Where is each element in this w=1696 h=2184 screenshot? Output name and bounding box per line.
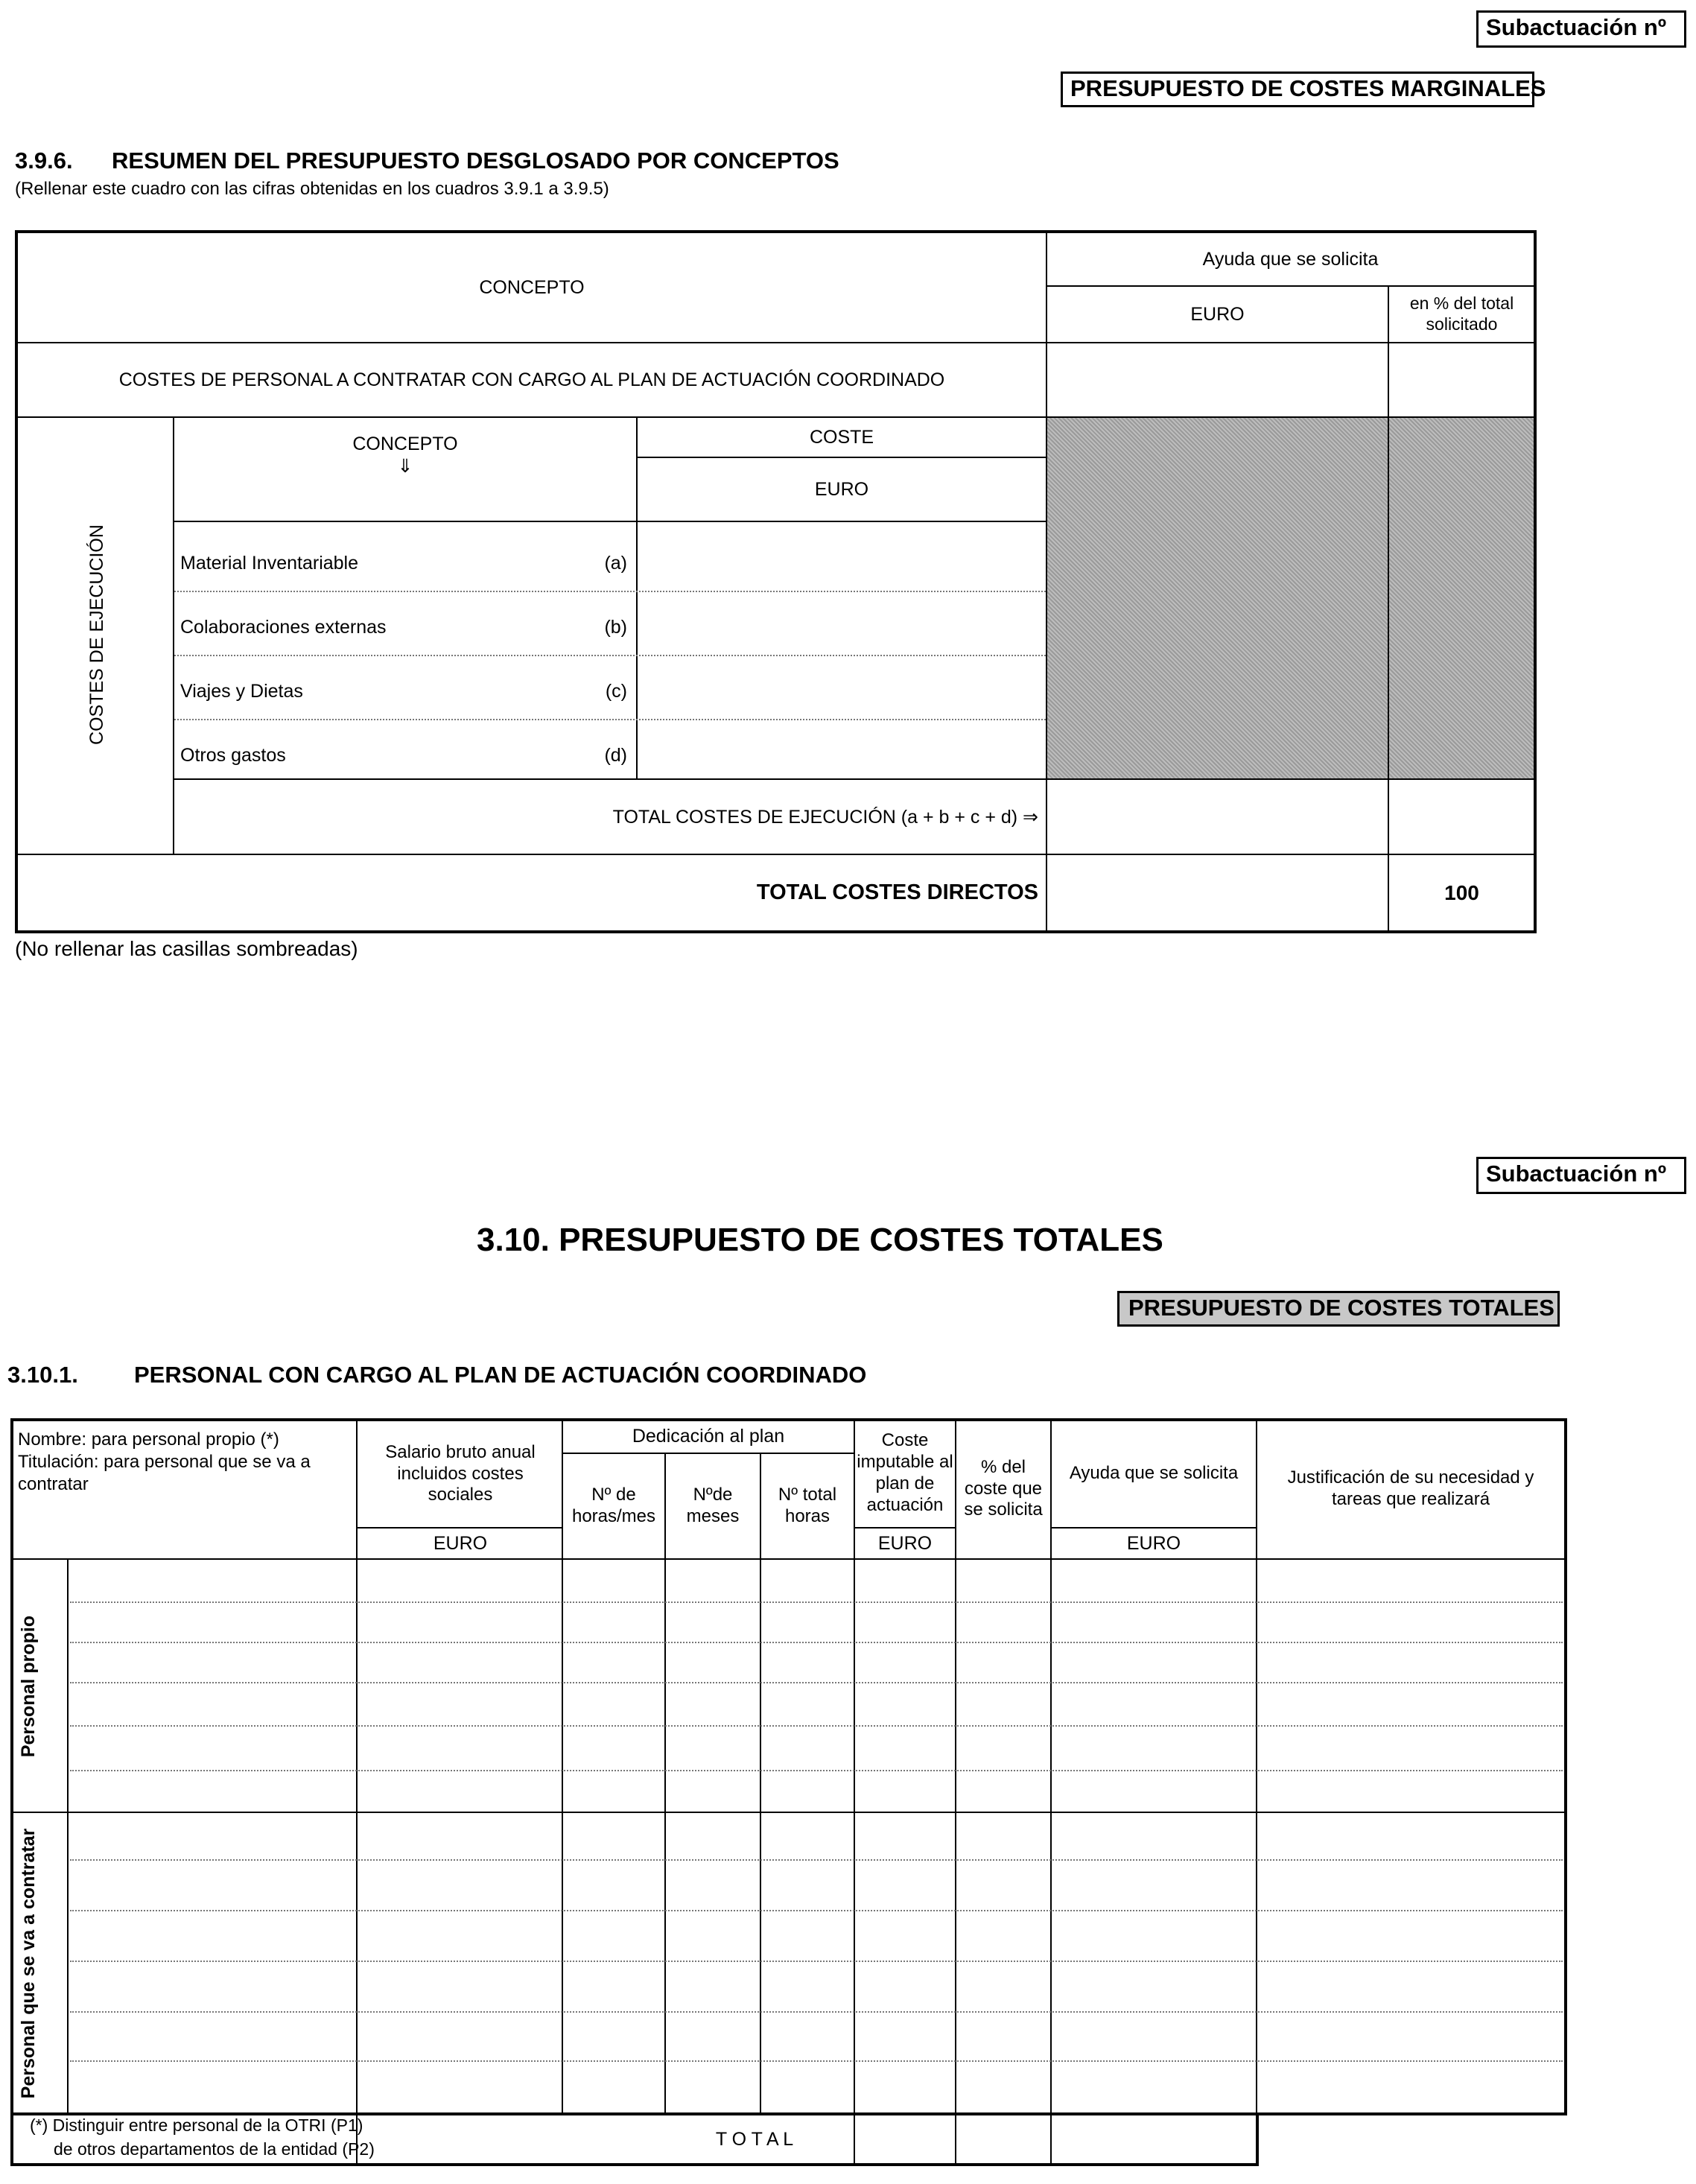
dedicacion-header: Dedicación al plan — [632, 1426, 785, 1447]
shaded-cells — [1047, 418, 1534, 778]
item-label: Colaboraciones externas — [180, 616, 387, 638]
col-pct-header: % del coste que se solicita — [964, 1456, 1043, 1520]
shaded-footnote: (No rellenar las casillas sombreadas) — [15, 937, 358, 960]
section-number-2: 3.10.1. — [7, 1362, 78, 1388]
item-material — [180, 531, 627, 595]
otri-footnote-2: de otros departamentos de la entidad (P2) — [54, 2139, 375, 2159]
item-colaboraciones — [180, 595, 627, 659]
group-personal-propio: Personal propio — [18, 1615, 39, 1758]
section-title-2: PERSONAL CON CARGO AL PLAN DE ACTUACIÓN COORDINADO — [134, 1362, 867, 1388]
group-personal-contratar: Personal que se va a contratar — [18, 1828, 39, 2099]
item-label: Otros gastos — [180, 744, 286, 766]
budget-type-label: PRESUPUESTO DE COSTES MARGINALES — [1061, 72, 1534, 107]
coste-euro-header: EURO — [814, 479, 869, 500]
col-coste-header: Coste imputable al plan de actuación — [857, 1430, 953, 1515]
euro-header: EURO — [1190, 304, 1245, 325]
section-note: (Rellenar este cuadro con las cifras obtenidas en los cuadros 3.9.1 a 3.9.5) — [15, 179, 609, 199]
item-viajes — [180, 659, 627, 723]
total-directos-euro-cell[interactable] — [1047, 855, 1388, 930]
total-pct-cell[interactable] — [956, 2115, 1050, 2163]
item-key: (c) — [605, 680, 627, 702]
col-meses-header: Nºde meses — [686, 1485, 740, 1526]
col-ayuda-euro: EURO — [1126, 1533, 1181, 1554]
col-nombre-header: Nombre: para personal propio (*) Titulación: para personal que se va a contratar — [18, 1429, 311, 1494]
item-key: (d) — [604, 744, 627, 766]
total-label: T O T A L — [715, 2129, 794, 2150]
personal-pct-cell[interactable] — [1390, 343, 1534, 416]
subactuacion-box-2[interactable]: Subactuación nº — [1476, 1157, 1686, 1194]
col-ayuda-header: Ayuda que se solicita — [1069, 1462, 1239, 1483]
total-directos-label: TOTAL COSTES DIRECTOS — [756, 880, 1038, 904]
pct-header: en % del total solicitado — [1409, 293, 1514, 334]
item-key: (a) — [604, 552, 627, 574]
personal-row-label: COSTES DE PERSONAL A CONTRATAR CON CARGO AL PLAN DE ACTUACIÓN COORDINADO — [118, 369, 945, 390]
total-ejecucion-euro-cell[interactable] — [1047, 780, 1388, 854]
item-label: Material Inventariable — [180, 552, 359, 574]
col-justificacion-header: Justificación de su necesidad y tareas que realizará — [1287, 1467, 1534, 1509]
col-salario-euro: EURO — [433, 1533, 488, 1554]
total-ejecucion-label: TOTAL COSTES DE EJECUCIÓN (a + b + c + d) ⇒ — [612, 806, 1038, 828]
personal-euro-cell[interactable] — [1047, 343, 1388, 416]
ejecucion-label: COSTES DE EJECUCIÓN — [86, 524, 107, 745]
col-horas-mes-header: Nº de horas/mes — [571, 1485, 656, 1526]
total-ayuda-cell[interactable] — [1052, 2115, 1256, 2163]
subactuacion-box[interactable]: Subactuación nº — [1476, 10, 1686, 48]
col-salario-header: Salario bruto anual incluidos costes sociales — [385, 1441, 536, 1505]
section-number: 3.9.6. — [15, 147, 73, 174]
budget-type-label-2: PRESUPUESTO DE COSTES TOTALES — [1117, 1291, 1560, 1327]
coste-header: COSTE — [809, 427, 874, 448]
item-key: (b) — [604, 616, 627, 638]
col-coste-euro: EURO — [877, 1533, 933, 1554]
sub-concepto-text: CONCEPTO — [352, 434, 458, 454]
item-label: Viajes y Dietas — [180, 680, 303, 702]
col-total-horas-header: Nº total horas — [778, 1485, 837, 1526]
sub-concepto-header — [174, 418, 636, 492]
concepto-header: CONCEPTO — [479, 277, 585, 298]
ayuda-header: Ayuda que se solicita — [1202, 249, 1379, 270]
otri-footnote-1: (*) Distinguir entre personal de la OTRI (P1) — [30, 2115, 363, 2135]
section-title: RESUMEN DEL PRESUPUESTO DESGLOSADO POR CONCEPTOS — [112, 147, 839, 174]
total-pct-value: 100 — [1444, 880, 1479, 904]
total-coste-cell[interactable] — [855, 2115, 955, 2163]
item-otros — [180, 723, 627, 787]
main-title: 3.10. PRESUPUESTO DE COSTES TOTALES — [477, 1222, 1163, 1258]
down-arrow-icon: ⇓ — [397, 456, 413, 477]
